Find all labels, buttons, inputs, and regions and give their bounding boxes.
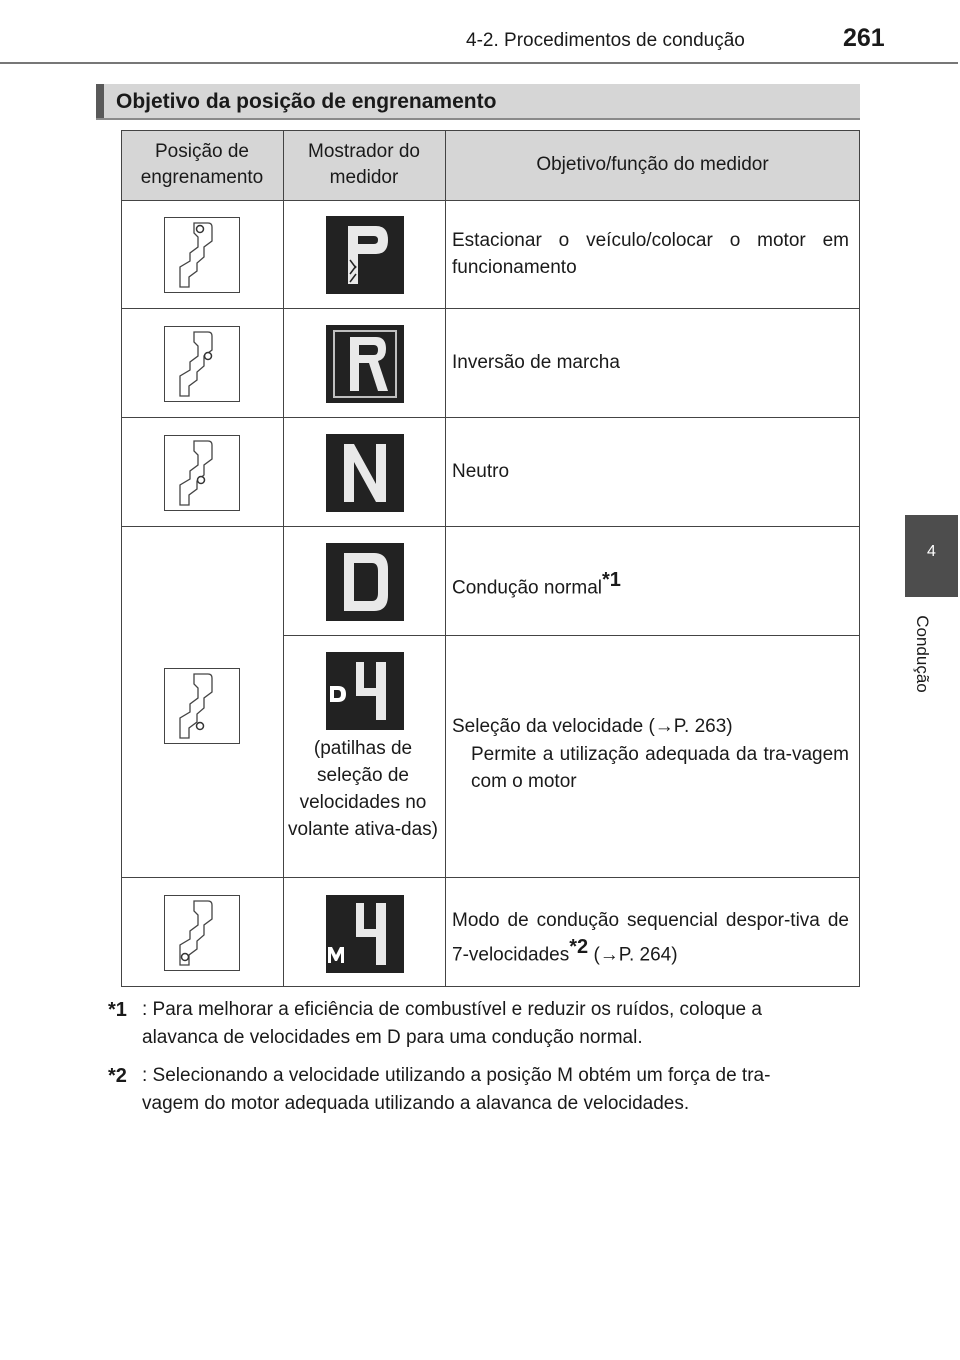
grid-line — [121, 526, 860, 527]
chapter-number: 4 — [927, 543, 936, 560]
footnote-line: : Selecionando a velocidade utilizando a posição M obtém um força de tra- — [142, 1065, 771, 1086]
box-title-text: Objetivo da posição de engrenamento — [116, 90, 497, 113]
page-number: 261 — [843, 24, 885, 52]
chapter-label-container — [912, 604, 932, 704]
footnote-line: : Para melhorar a eficiência de combustível e reduzir os ruídos, coloque a — [142, 999, 762, 1020]
grid-line — [121, 417, 860, 418]
footnote-ref: *1 — [601, 569, 621, 591]
gauge-note: (patilhas de seleção de velocidades no volante ativa-das) — [288, 738, 438, 840]
footnote-2 — [108, 1062, 858, 1118]
chapter-label: Condução — [913, 615, 932, 693]
lever-P-icon — [164, 217, 240, 293]
header-rule — [0, 62, 958, 64]
gear-D-icon — [326, 543, 404, 621]
footnote-mark-text: *1 — [108, 999, 127, 1021]
footnote-ref: *2 — [569, 936, 589, 958]
row-description-sequential — [452, 907, 849, 968]
grid-line — [121, 308, 860, 309]
box-title — [96, 84, 860, 120]
footnote-mark-text: *2 — [108, 1065, 127, 1087]
grid-line — [121, 877, 860, 878]
gear-D4-icon — [326, 652, 404, 730]
footnote-mark — [108, 1062, 127, 1092]
row-description: Estacionar o veículo/colocar o motor em funcionamento — [452, 230, 849, 278]
box-title-bar — [96, 84, 104, 118]
lever-M-icon — [164, 895, 240, 971]
section-title: 4-2. Procedimentos de condução — [466, 30, 745, 51]
grid-line — [283, 130, 284, 987]
gear-N-icon — [326, 434, 404, 512]
gear-table — [121, 130, 860, 987]
header-text: Posição de engrenamento — [140, 141, 264, 188]
grid-line — [121, 200, 860, 201]
header-text: Mostrador do medidor — [308, 141, 420, 188]
grid-line — [121, 986, 860, 987]
footnote-line: vagem do motor adequada utilizando a alavanca de velocidades. — [142, 1093, 690, 1114]
row-description: Modo de condução sequencial despor-tiva de 7-velocidades — [452, 910, 849, 966]
footnote-line: alavanca de velocidades em D para uma condução normal. — [142, 1027, 643, 1048]
header-cell-function — [445, 130, 860, 200]
chapter-tab — [905, 515, 958, 597]
grid-line — [445, 130, 446, 987]
footnote-1 — [108, 996, 858, 1052]
header-cell-display — [283, 130, 445, 200]
gear-P-icon — [326, 216, 404, 294]
grid-line — [859, 130, 860, 987]
row-description: Inversão de marcha — [452, 352, 620, 373]
footnote-mark — [108, 996, 127, 1026]
row-description: Condução normal — [452, 577, 602, 599]
lever-D-icon — [164, 668, 240, 744]
header-text: Objetivo/função do medidor — [536, 154, 769, 175]
lever-R-icon — [164, 326, 240, 402]
grid-line — [283, 635, 860, 636]
row-description: Seleção da velocidade (→P. 263) — [452, 716, 733, 737]
grid-line — [121, 130, 122, 987]
row-description-tail: (→P. 264) — [593, 944, 678, 966]
row-description: Neutro — [452, 461, 510, 482]
gear-M4-icon — [326, 895, 404, 973]
lever-N-icon — [164, 435, 240, 511]
gear-R-icon — [326, 325, 404, 403]
row-description-normal — [452, 567, 849, 601]
grid-line — [121, 130, 860, 131]
header-cell-position — [121, 130, 283, 200]
row-description-sub: Permite a utilização adequada da tra-vagem com o motor — [471, 744, 849, 792]
